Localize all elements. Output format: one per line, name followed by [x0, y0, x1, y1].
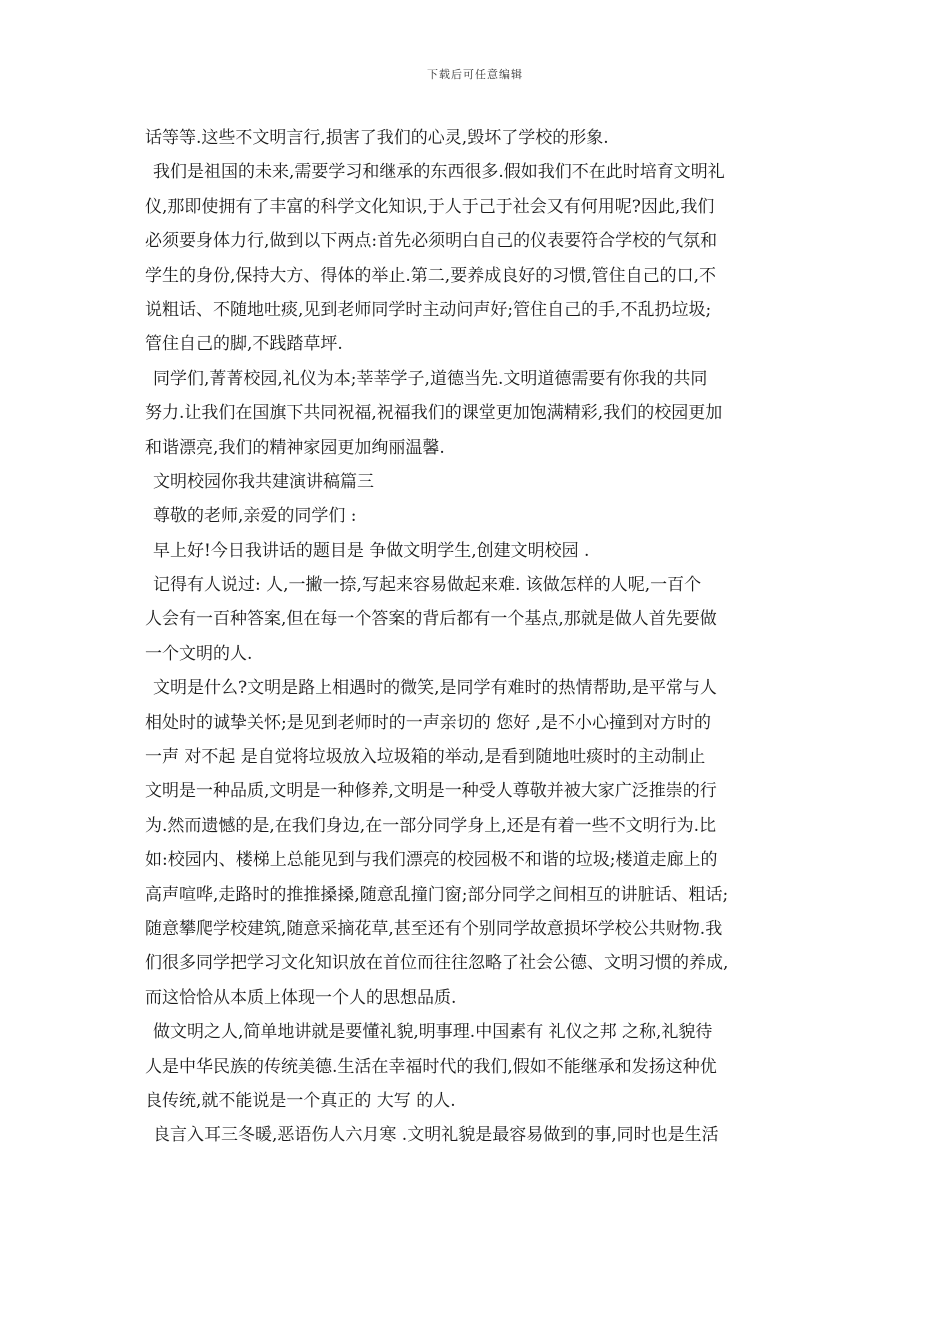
text-line: 文明是什么?文明是路上相遇时的微笑,是同学有难时的热情帮助,是平常与人: [153, 678, 717, 699]
text-line: 我们是祖国的未来,需要学习和继承的东西很多.假如我们不在此时培育文明礼: [153, 162, 725, 183]
text-line: 同学们,菁菁校园,礼仪为本;莘莘学子,道德当先.文明道德需要有你我的共同: [153, 368, 708, 389]
text-line: 记得有人说过: 人,一撇一捺,写起来容易做起来难. 该做怎样的人呢,一百个: [153, 575, 702, 596]
text-line: 如:校园内、楼梯上总能见到与我们漂亮的校园极不和谐的垃圾;楼道走廊上的: [145, 850, 718, 871]
text-line: 相处时的诚挚关怀;是见到老师时的一声亲切的 您好 ,是不小心撞到对方时的: [145, 712, 711, 733]
text-line: 仪,那即使拥有了丰富的科学文化知识,于人于己于社会又有何用呢?因此,我们: [145, 196, 715, 217]
text-line: 为.然而遗憾的是,在我们身边,在一部分同学身上,还是有着一些不文明行为.比: [145, 815, 717, 836]
text-line: 文明校园你我共建演讲稿篇三: [153, 471, 374, 492]
text-line: 文明是一种品质,文明是一种修养,文明是一种受人尊敬并被大家广泛推崇的行: [145, 781, 717, 802]
text-line: 一个文明的人.: [145, 643, 253, 664]
text-line: 说粗话、不随地吐痰,见到老师同学时主动问声好;管住自己的手,不乱扔垃圾;: [145, 299, 712, 320]
text-line: 高声喧哗,走路时的推推搡搡,随意乱撞门窗;部分同学之间相互的讲脏话、粗话;: [145, 884, 729, 905]
text-line: 管住自己的脚,不践踏草坪.: [145, 334, 343, 355]
text-line: 早上好!今日我讲话的题目是 争做文明学生,创建文明校园 .: [153, 540, 590, 561]
text-line: 而这恰恰从本质上体现一个人的思想品质.: [145, 987, 457, 1008]
text-line: 尊敬的老师,亲爱的同学们 :: [153, 506, 357, 527]
document-body: [145, 121, 813, 1153]
text-line: 们很多同学把学习文化知识放在首位而往往忽略了社会公德、文明习惯的养成,: [145, 953, 729, 974]
text-line: 做文明之人,简单地讲就是要懂礼貌,明事理.中国素有 礼仪之邦 之称,礼貌待: [153, 1022, 713, 1043]
text-line: 人是中华民族的传统美德.生活在幸福时代的我们,假如不能继承和发扬这种优: [145, 1056, 717, 1077]
text-line: 和谐漂亮,我们的精神家园更加绚丽温馨.: [145, 437, 445, 458]
text-line: 随意攀爬学校建筑,随意采摘花草,甚至还有个别同学故意损坏学校公共财物.我: [145, 918, 723, 939]
text-line: 必须要身体力行,做到以下两点:首先必须明白自己的仪表要符合学校的气氛和: [145, 231, 718, 252]
page-header: 下载后可任意编辑: [427, 68, 523, 81]
text-line: 话等等.这些不文明言行,损害了我们的心灵,毁坏了学校的形象.: [145, 128, 609, 148]
text-line: 良传统,就不能说是一个真正的 大写 的人.: [145, 1090, 456, 1111]
text-line: 人会有一百种答案,但在每一个答案的背后都有一个基点,那就是做人首先要做: [145, 609, 717, 630]
text-line: 学生的身份,保持大方、得体的举止.第二,要养成良好的习惯,管住自己的口,不: [145, 265, 717, 286]
text-line: 努力.让我们在国旗下共同祝福,祝福我们的课堂更加饱满精彩,我们的校园更加: [145, 403, 723, 424]
text-line: 一声 对不起 是自觉将垃圾放入垃圾箱的举动,是看到随地吐痰时的主动制止: [145, 747, 706, 768]
text-line: 良言入耳三冬暖,恶语伤人六月寒 .文明礼貌是最容易做到的事,同时也是生活: [153, 1125, 719, 1146]
